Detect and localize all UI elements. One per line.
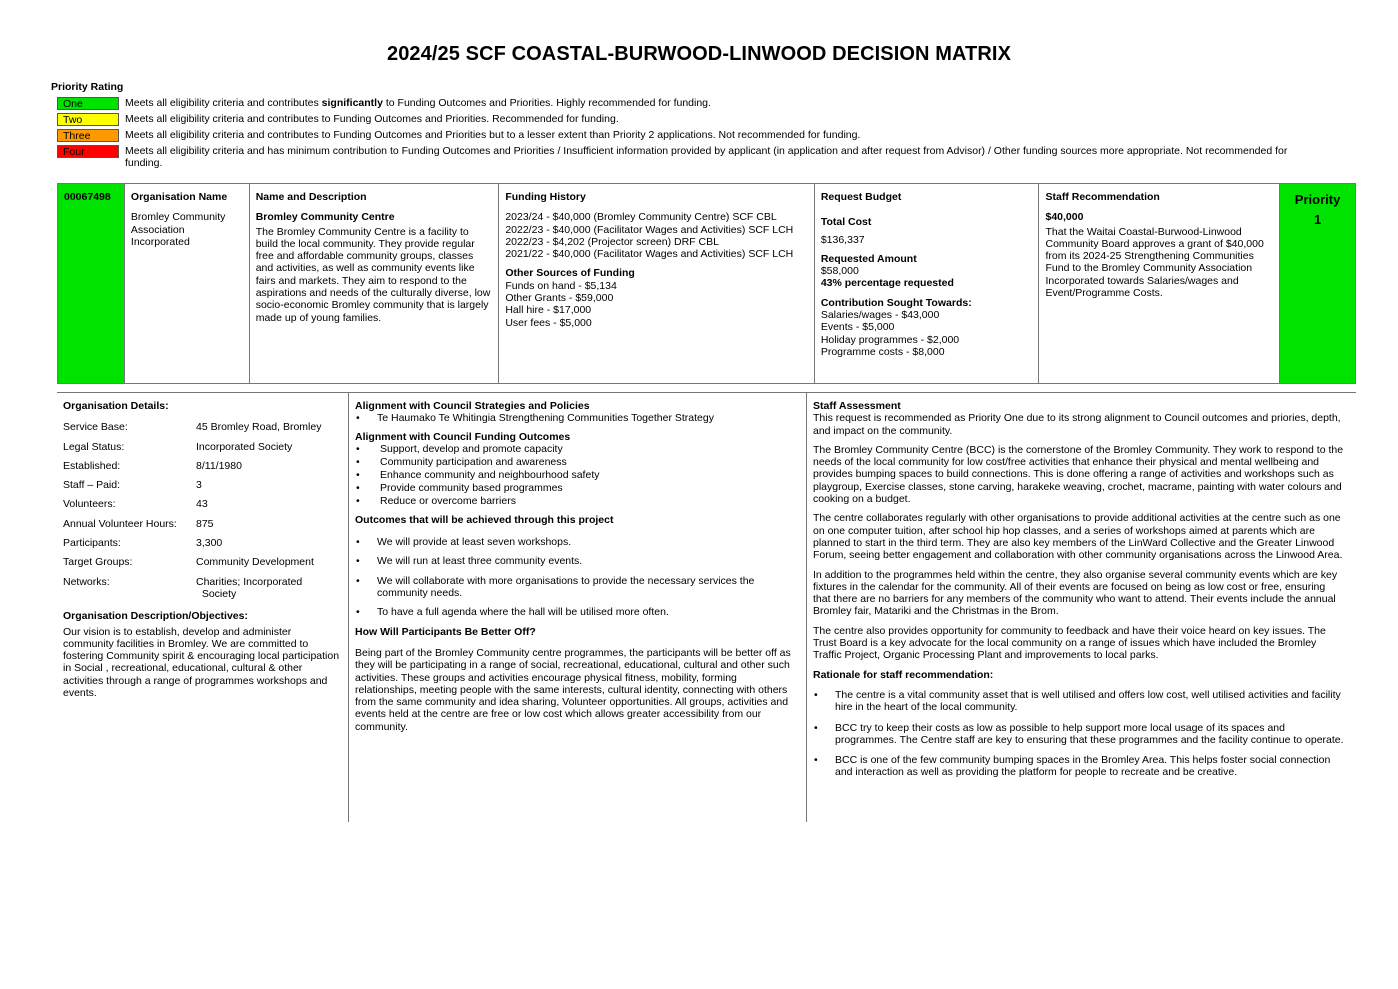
list-item: • Reduce or overcome barriers [356, 494, 516, 507]
column-divider [348, 392, 349, 822]
priority-four-swatch: Four [57, 145, 119, 158]
column-divider [806, 392, 807, 822]
application-id-cell [58, 184, 125, 383]
list-item: • To have a full agenda where the hall will be utilised more often. [356, 606, 669, 619]
funding-outcomes-heading: Alignment with Council Funding Outcomes [355, 430, 571, 443]
list-item: • We will provide at least seven workshops. [356, 536, 572, 549]
priority-value: 1 [1313, 212, 1322, 227]
detail-row-networks: Networks: Charities; Incorporated Society [63, 575, 303, 600]
objectives-heading: Organisation Description/Objectives: [63, 610, 248, 623]
percentage-requested: 43% percentage requested [820, 277, 954, 290]
organisation-name: Bromley Community Association Incorporated [130, 211, 226, 248]
better-off-text: Being part of the Bromley Community centre programmes, the participants will be better off as they will be participating in a range of social, recreational, educational, cultural and other such activities. These groups and activities encourage physical fitness, mobility, forming relationships, meeting people with the same interests, cultural identity, connecting with others from the same community and idea sharing, Volunteer opportunities. All groups, activities and events held at the centre are free or low cost which allows greater accessibility from our community. [355, 646, 791, 733]
priority-rating-heading: Priority Rating [51, 81, 124, 93]
project-description: The Bromley Community Centre is a facility to build the local community. They provide regular free and affordable community groups, classes and activities, as well as community events like fairs and markets. They aim to respond to the aspirations and needs of the culturally diverse, low socio-economic Bromley community that is largely made up of young families. [255, 225, 491, 324]
alignment-section [355, 400, 798, 733]
requested-amount-label: Requested Amount [820, 252, 917, 265]
application-id: 00067498 [64, 191, 111, 203]
list-item: • The centre is a vital community asset that is well utilised and offers low cost, well utilised activities and facility hire in the heart of the local community. [814, 688, 1341, 714]
priority-three-text: Meets all eligibility criteria and contributes to Funding Outcomes and Priorities but to a lesser extent than Priority 2 applications. Not recommended for funding. [125, 129, 861, 141]
detail-row: Service Base: 45 Bromley Road, Bromley [63, 421, 322, 434]
request-budget-header: Request Budget [820, 191, 902, 203]
organisation-details-heading: Organisation Details: [63, 400, 169, 412]
priority-legend-row [57, 97, 1317, 110]
project-name: Bromley Community Centre [255, 211, 395, 224]
assessment-paragraph: The centre collaborates regularly with other organisations to provide additional activities at the centre such as one on one computer tuition, after school hip hop classes, and a series of workshops aimed at parents which are planned to start in the third term. They are also key members of the LinWard Collective and the Greater Linwood Forum, seeing better engagement and collaboration with other community organisations across the Linwood Area. [813, 512, 1343, 562]
priority-legend-row [57, 145, 1317, 169]
detail-row: Participants: 3,300 [63, 537, 223, 550]
list-item: • BCC try to keep their costs as low as possible to help support more local usage of its spaces and programmes. The Centre staff are key to ensuring that these programmes and the facility continue to operate. [814, 721, 1344, 746]
staff-assessment-section [813, 400, 1349, 787]
priority-header: Priority [1294, 192, 1341, 207]
priority-legend [57, 97, 1317, 172]
list-item: • We will run at least three community events. [356, 555, 583, 568]
funding-history-cell [499, 184, 815, 383]
other-sources-header: Other Sources of Funding [505, 267, 635, 280]
strategies-heading: Alignment with Council Strategies and Policies [355, 400, 590, 412]
list-item: • We will collaborate with more organisations to provide the necessary services the community needs. [356, 574, 755, 600]
project-outcomes-heading: Outcomes that will be achieved through this project [355, 513, 614, 526]
list-item: • BCC is one of the few community bumping spaces in the Bromley Area. This helps foster social connection and interaction as well as providing the platform for people to recreate and be creative. [814, 754, 1331, 779]
funding-history-list: 2023/24 - $40,000 (Bromley Community Centre) SCF CBL 2022/23 - $40,000 (Facilitator Wages and Activities) SCF LCH 2022/23 - $4,202 (Projector screen) DRF CBL 2021/22 - $40,000 (Facilitator Wages and Activities) SCF LCH [505, 211, 794, 261]
strategies-list [355, 412, 798, 424]
requested-amount-value: $58,000 [820, 265, 859, 278]
staff-assessment-heading: Staff Assessment [813, 400, 901, 412]
page-title: 2024/25 SCF COASTAL-BURWOOD-LINWOOD DECISION MATRIX [386, 43, 1012, 65]
assessment-paragraph: The centre also provides opportunity for community to feedback and have their voice heard on key issues. The Trust Board is a key advocate for the local community on a range of issues which have included the Bromley Traffic Project, Organic Processing Plant and improvements to local parks. [813, 624, 1326, 662]
detail-row: Target Groups: Community Development [63, 556, 314, 569]
staff-recommendation-cell [1039, 184, 1280, 383]
priority-four-text: Meets all eligibility criteria and has minimum contribution to Funding Outcomes and Priorities / Insufficient information provided by applicant (in application and after request from Advisor) / Other funding sources more appropriate. Not recommended for funding. [125, 145, 1288, 169]
priority-one-text: Meets all eligibility criteria and contributes significantly to Funding Outcomes and Priorities. Highly recommended for funding. [125, 97, 711, 109]
funding-history-header: Funding History [505, 191, 586, 203]
detail-row: Volunteers: 43 [63, 498, 208, 511]
better-off-heading: How Will Participants Be Better Off? [355, 625, 536, 638]
priority-legend-row [57, 113, 1317, 126]
decision-matrix-row [57, 183, 1356, 384]
list-item: • Community participation and awareness [356, 455, 567, 468]
contribution-label: Contribution Sought Towards: [820, 296, 972, 309]
description-header: Name and Description [255, 191, 367, 203]
description-cell [250, 184, 500, 383]
section-divider [57, 392, 1356, 393]
objectives-text: Our vision is to establish, develop and administer community facilities in Bromley. We are committed to fostering Community spirit & encouraging local participation in Social , recreational, educational, cultural & other activities through a range of programmes workshops and events. [63, 625, 340, 700]
assessment-paragraph: The Bromley Community Centre (BCC) is the cornerstone of the Bromley Community. They work to respond to the needs of the local community for low cost/free activities that enhance their physical and mental wellbeing and provides bumping spaces to build connections. This is done offering a range of activities and workshops such as playgroup, Exercise classes, stone carving, harakeke weaving, crochet, macrame, painting with water colours and cooking on a budget. [813, 443, 1344, 506]
staff-recommendation-header: Staff Recommendation [1045, 191, 1160, 203]
organisation-header: Organisation Name [130, 191, 228, 203]
total-cost-label: Total Cost [820, 216, 872, 229]
staff-recommended-amount: $40,000 [1045, 211, 1084, 224]
priority-legend-row [57, 129, 1317, 142]
detail-row: Annual Volunteer Hours: 875 [63, 517, 214, 530]
detail-row: Established: 8/11/1980 [63, 459, 242, 472]
detail-row: Legal Status: Incorporated Society [63, 440, 293, 453]
request-budget-cell [815, 184, 1040, 383]
organisation-details [63, 400, 345, 699]
rationale-list [813, 689, 1349, 779]
list-item: • Te Haumako Te Whitingia Strengthening Communities Together Strategy [356, 412, 714, 425]
priority-one-swatch: One [57, 97, 119, 110]
priority-two-swatch: Two [57, 113, 119, 126]
rationale-heading: Rationale for staff recommendation: [813, 668, 994, 681]
total-cost-value: $136,337 [820, 233, 865, 246]
priority-cell [1280, 184, 1355, 383]
detail-row: Staff – Paid: 3 [63, 479, 202, 492]
other-sources-list: Funds on hand - $5,134 Other Grants - $59,000 Hall hire - $17,000 User fees - $5,000 [505, 279, 617, 329]
contribution-list: Salaries/wages - $43,000 Events - $5,000 Holiday programmes - $2,000 Programme costs - $8,000 [820, 309, 960, 358]
assessment-paragraph: In addition to the programmes held within the centre, they also organise several community events which are key fixtures in the calendar for the community. All of their events are focused on being as low cost or free, ensuring that there are no barriers for any members of the community who want to attend. Their events include the annual Bromley fair, Matariki and the Christmas in the Brom. [813, 568, 1338, 618]
assessment-paragraph: This request is recommended as Priority One due to its strong alignment to Council outcomes and priories, depth, and impact on the community. [813, 412, 1341, 437]
organisation-cell [125, 184, 250, 383]
staff-recommendation-text: That the Waitai Coastal-Burwood-Linwood Community Board approves a grant of $40,000 from its 2024-25 Strengthening Communities Fund to the Bromley Community Association Incorporated towards Salaries/wages and Event/Programme Costs. [1045, 225, 1264, 300]
priority-two-text: Meets all eligibility criteria and contributes to Funding Outcomes and Priorities. Recommended for funding. [125, 113, 619, 125]
priority-three-swatch: Three [57, 129, 119, 142]
list-item: • Enhance community and neighbourhood safety [356, 468, 600, 481]
list-item: • Provide community based programmes [356, 481, 563, 494]
funding-outcomes-list [355, 443, 798, 508]
project-outcomes-list [355, 536, 798, 618]
list-item: • Support, develop and promote capacity [356, 442, 563, 455]
